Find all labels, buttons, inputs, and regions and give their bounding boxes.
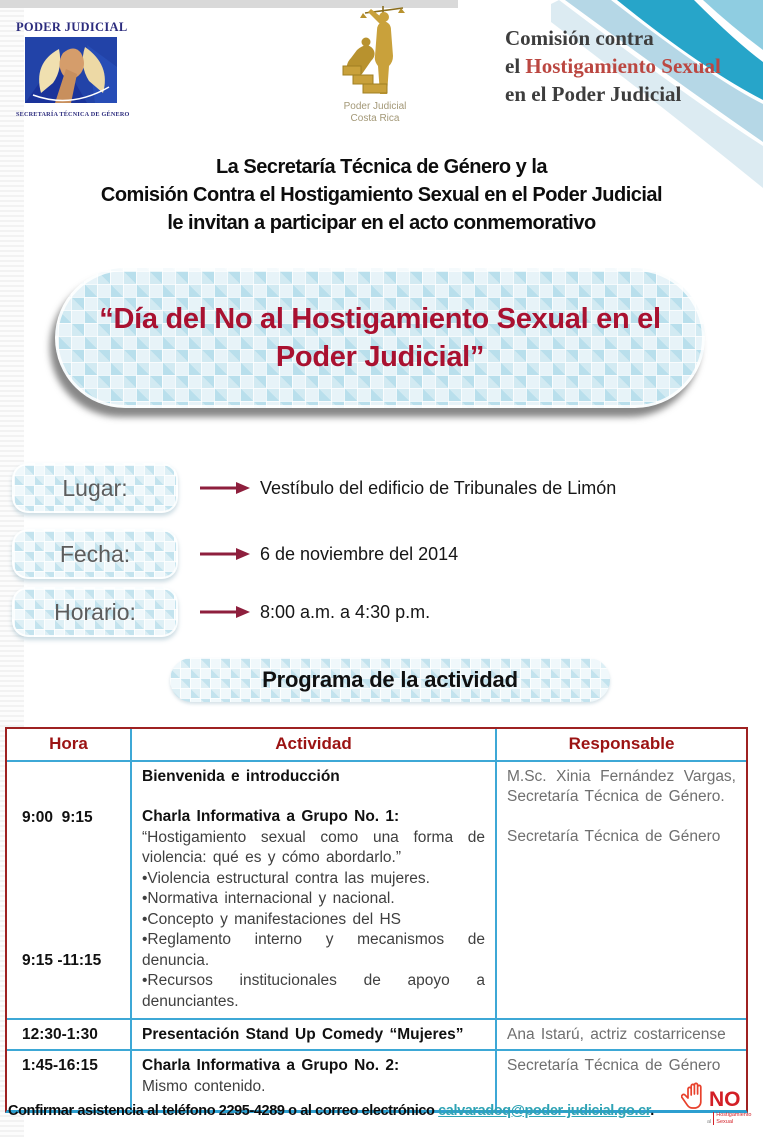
row3-actividad-cell xyxy=(130,1051,495,1110)
header-hora: Hora xyxy=(49,734,88,753)
horario-pill xyxy=(12,587,178,637)
justice-statue-logo xyxy=(303,4,447,125)
no-logo-subtext xyxy=(707,1112,755,1125)
statue-caption-line1: Poder Judicial xyxy=(343,101,407,112)
arrow-right-icon xyxy=(200,481,250,495)
detail-row-horario xyxy=(12,587,752,637)
commission-line3: en el Poder Judicial xyxy=(505,82,682,106)
lugar-label: Lugar: xyxy=(62,474,128,501)
commission-line2-red: Hostigamiento Sexual xyxy=(525,54,721,78)
row2-hora: 12:30-1:30 xyxy=(22,1025,98,1043)
justice-statue-icon xyxy=(327,4,423,96)
table-row xyxy=(7,1049,746,1110)
row1-bullet: •Recursos institucionales de apoyo a denunciantes. xyxy=(142,972,485,1010)
hands-lilies-logo-icon xyxy=(25,37,117,103)
row3-act-title: Charla Informativa a Grupo No. 2: xyxy=(142,1057,400,1074)
horario-value: 8:00 a.m. a 4:30 p.m. xyxy=(260,601,431,622)
event-title-banner xyxy=(55,268,705,408)
email-link[interactable]: calvaradoq@poder-judicial.go.cr xyxy=(438,1103,651,1119)
commission-title xyxy=(505,24,721,108)
footer-confirm-text xyxy=(8,1103,654,1119)
row1-resp-1: M.Sc. Xinia Fernández Vargas, Secretaría Técnica de Género. xyxy=(507,767,736,805)
row1-hora-1: 9:00 9:15 xyxy=(22,808,93,826)
row3-hora: 1:45-16:15 xyxy=(22,1057,98,1074)
row1-resp-2: Secretaría Técnica de Género xyxy=(507,827,721,845)
detail-row-lugar xyxy=(12,463,752,513)
detail-row-fecha xyxy=(12,529,752,579)
no-logo-sublines: Hostigamiento Sexual xyxy=(716,1112,752,1125)
row3-act-sub: Mismo contenido. xyxy=(142,1077,266,1095)
row1-responsable-cell xyxy=(495,762,746,1018)
program-title: Programa de la actividad xyxy=(262,667,518,692)
spacer xyxy=(142,787,485,807)
invitation-line1: La Secretaría Técnica de Género y la xyxy=(215,156,548,178)
table-header-row xyxy=(7,729,746,760)
invitation-line3: le invitan a participar en el acto conmemorativo xyxy=(167,212,596,234)
row1-bullet: •Reglamento interno y mecanismos de denuncia. xyxy=(142,931,485,969)
commission-line2: el Hostigamiento Sexual xyxy=(505,54,721,78)
spacer xyxy=(507,808,736,827)
event-title: “Día del No al Hostigamiento Sexual en el Poder Judicial” xyxy=(99,303,661,373)
row1-hora-2: 9:15 -11:15 xyxy=(22,952,102,969)
horario-label: Horario: xyxy=(54,598,136,625)
invitation-line2: Comisión Contra el Hostigamiento Sexual en el Poder Judicial xyxy=(100,184,663,206)
commission-line1: Comisión contra xyxy=(505,26,654,50)
row1-bullet: •Normativa internacional y nacional. xyxy=(142,890,395,907)
row2-actividad: Presentación Stand Up Comedy “Mujeres” xyxy=(130,1020,495,1050)
footer-text: Confirmar asistencia al teléfono 2295-4289 o al correo electrónico xyxy=(8,1103,439,1119)
table-row xyxy=(7,760,746,1018)
fecha-value: 6 de noviembre del 2014 xyxy=(260,543,459,564)
lugar-pill xyxy=(12,463,178,513)
stop-hand-icon xyxy=(681,1081,707,1111)
fecha-pill xyxy=(12,529,178,579)
header-actividad: Actividad xyxy=(130,729,495,760)
program-table xyxy=(5,727,748,1113)
row1-act-quote: “Hostigamiento sexual como una forma de violencia: qué es y cómo abordarlo.” xyxy=(142,828,485,866)
arrow-right-icon xyxy=(200,605,250,619)
program-header-pill xyxy=(170,658,610,702)
poder-judicial-logo xyxy=(16,20,130,118)
poder-judicial-logo-subtitle: SECRETARÍA TÉCNICA DE GÉNERO xyxy=(16,111,130,118)
no-logo-text: NO xyxy=(709,1088,741,1111)
spacer xyxy=(22,869,120,910)
divider xyxy=(713,1112,714,1125)
row3-responsable: Secretaría Técnica de Género xyxy=(495,1051,746,1110)
footer-suffix: . xyxy=(650,1103,654,1119)
no-logo-al: al xyxy=(707,1118,712,1125)
row1-actividad-cell xyxy=(130,762,495,1018)
statue-caption-line2: Costa Rica xyxy=(350,113,400,124)
row1-act-title1: Bienvenida e introducción xyxy=(142,767,340,785)
poder-judicial-logo-title: PODER JUDICIAL xyxy=(16,20,128,34)
table-row xyxy=(7,1018,746,1050)
row1-bullet: •Concepto y manifestaciones del HS xyxy=(142,910,401,928)
arrow-right-icon xyxy=(200,547,250,561)
header-responsable: Responsable xyxy=(495,729,746,760)
fecha-label: Fecha: xyxy=(59,540,131,567)
row1-bullet: •Violencia estructural contra las mujeres. xyxy=(142,869,430,887)
no-hostigamiento-logo xyxy=(681,1081,755,1125)
row1-hora-cell xyxy=(7,762,130,1018)
row1-act-title2: Charla Informativa a Grupo No. 1: xyxy=(142,808,400,825)
row2-responsable: Ana Istarú, actriz costarricense xyxy=(495,1020,746,1050)
lugar-value: Vestíbulo del edificio de Tribunales de Limón xyxy=(260,477,617,498)
